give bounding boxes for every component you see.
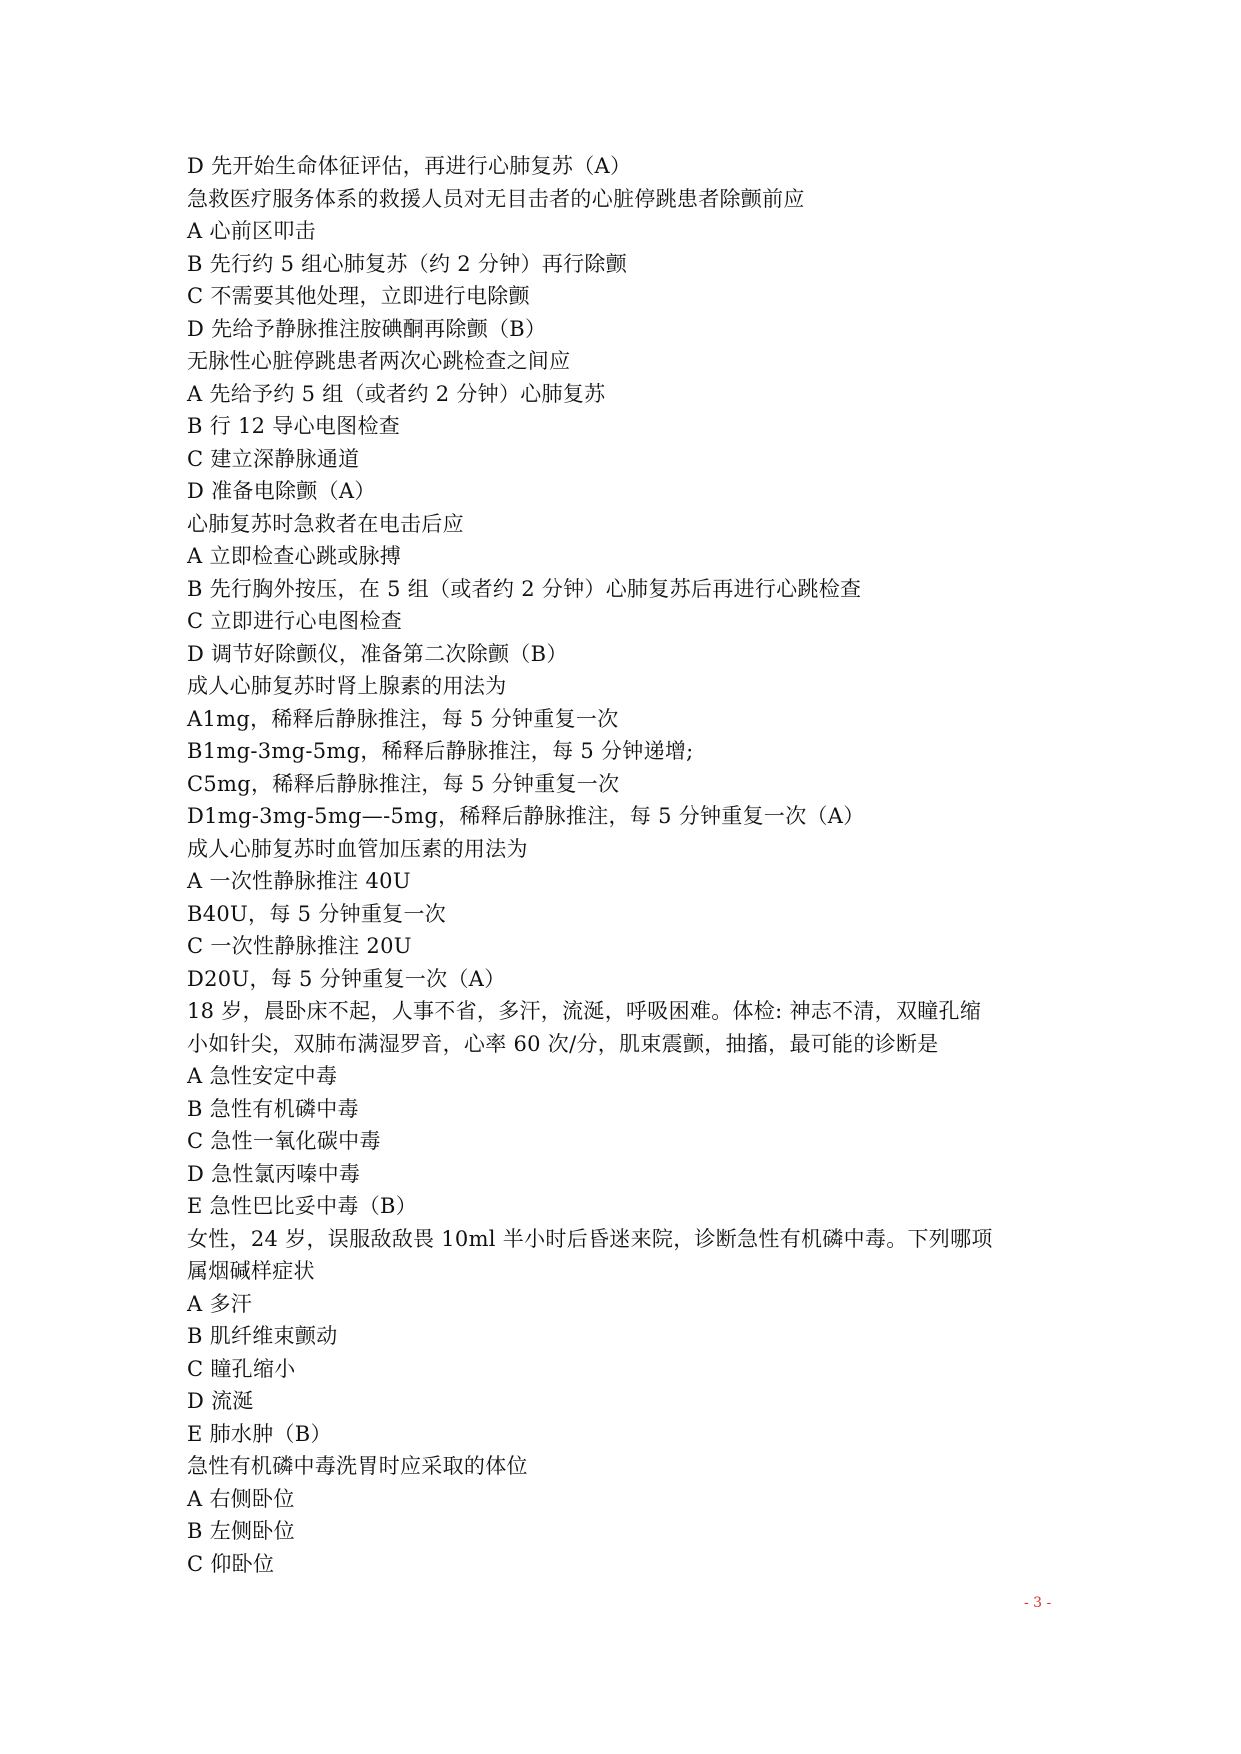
text-line: B 行 12 导心电图检查: [187, 414, 401, 438]
text-line: A 立即检查心跳或脉搏: [187, 544, 402, 568]
text-line: C 仰卧位: [187, 1551, 275, 1576]
text-line: C 不需要其他处理，立即进行电除颤: [187, 284, 530, 308]
text-line: D 调节好除颤仪，准备第二次除颤（B）: [187, 641, 568, 666]
text-line: A 急性安定中毒: [187, 1064, 338, 1088]
text-line: D 流涎: [187, 1389, 254, 1413]
text-line: A1mg，稀释后静脉推注，每 5 分钟重复一次: [187, 706, 619, 731]
text-line: 小如针尖，双肺布满湿罗音，心率 60 次/分，肌束震颤，抽搐，最可能的诊断是: [187, 1031, 939, 1056]
text-line: 18 岁，晨卧床不起，人事不省，多汗，流涎，呼吸困难。体检: 神志不清，双瞳孔缩: [187, 999, 982, 1023]
text-line: C 瞳孔缩小: [187, 1356, 296, 1381]
text-line: 成人心肺复苏时肾上腺素的用法为: [187, 674, 507, 698]
text-line: C 建立深静脉通道: [187, 446, 360, 471]
text-line: 成人心肺复苏时血管加压素的用法为: [187, 836, 528, 861]
page-number: - 3 -: [1024, 1595, 1052, 1611]
text-line: B 肌纤维束颤动: [187, 1324, 338, 1348]
text-line: B 左侧卧位: [187, 1519, 295, 1543]
text-line: B 急性有机磷中毒: [187, 1096, 359, 1121]
text-line: D 急性氯丙嗪中毒: [187, 1161, 361, 1186]
text-line: 女性，24 岁，误服敌敌畏 10ml 半小时后昏迷来院，诊断急性有机磷中毒。下列哪项: [187, 1226, 993, 1251]
text-line: D20U，每 5 分钟重复一次（A）: [187, 966, 506, 991]
text-line: 心肺复苏时急救者在电击后应: [187, 511, 464, 536]
text-line: D 先开始生命体征评估，再进行心肺复苏（A）: [187, 154, 632, 178]
text-line: C 一次性静脉推注 20U: [187, 934, 412, 958]
text-line: B 先行约 5 组心肺复苏（约 2 分钟）再行除颤: [187, 251, 628, 276]
text-line: D 先给予静脉推注胺碘酮再除颤（B）: [187, 316, 547, 341]
text-line: 无脉性心脏停跳患者两次心跳检查之间应: [187, 349, 571, 373]
text-line: D 准备电除颤（A）: [187, 479, 376, 503]
text-line: B1mg-3mg-5mg，稀释后静脉推注，每 5 分钟递增;: [187, 739, 694, 763]
text-line: B 先行胸外按压，在 5 组（或者约 2 分钟）心肺复苏后再进行心跳检查: [187, 576, 862, 601]
text-line: A 先给予约 5 组（或者约 2 分钟）心肺复苏: [187, 381, 606, 406]
text-line: 急救医疗服务体系的救援人员对无目击者的心脏停跳患者除颤前应: [187, 186, 805, 211]
text-line: C 立即进行心电图检查: [187, 609, 403, 633]
text-line: 属烟碱样症状: [187, 1259, 315, 1283]
text-line: B40U，每 5 分钟重复一次: [187, 901, 447, 926]
text-line: A 右侧卧位: [187, 1486, 295, 1511]
text-line: A 心前区叩击: [187, 219, 316, 243]
document-body: [187, 150, 1067, 1580]
text-line: A 多汗: [187, 1291, 253, 1316]
text-line: 急性有机磷中毒洗胃时应采取的体位: [187, 1454, 528, 1478]
text-line: A 一次性静脉推注 40U: [187, 869, 411, 893]
text-line: C 急性一氧化碳中毒: [187, 1129, 381, 1153]
text-line: E 急性巴比妥中毒（B）: [187, 1194, 418, 1218]
text-line: C5mg，稀释后静脉推注，每 5 分钟重复一次: [187, 771, 620, 796]
text-line: E 肺水肿（B）: [187, 1421, 332, 1446]
text-line: D1mg-3mg-5mg—-5mg，稀释后静脉推注，每 5 分钟重复一次（A）: [187, 804, 865, 828]
